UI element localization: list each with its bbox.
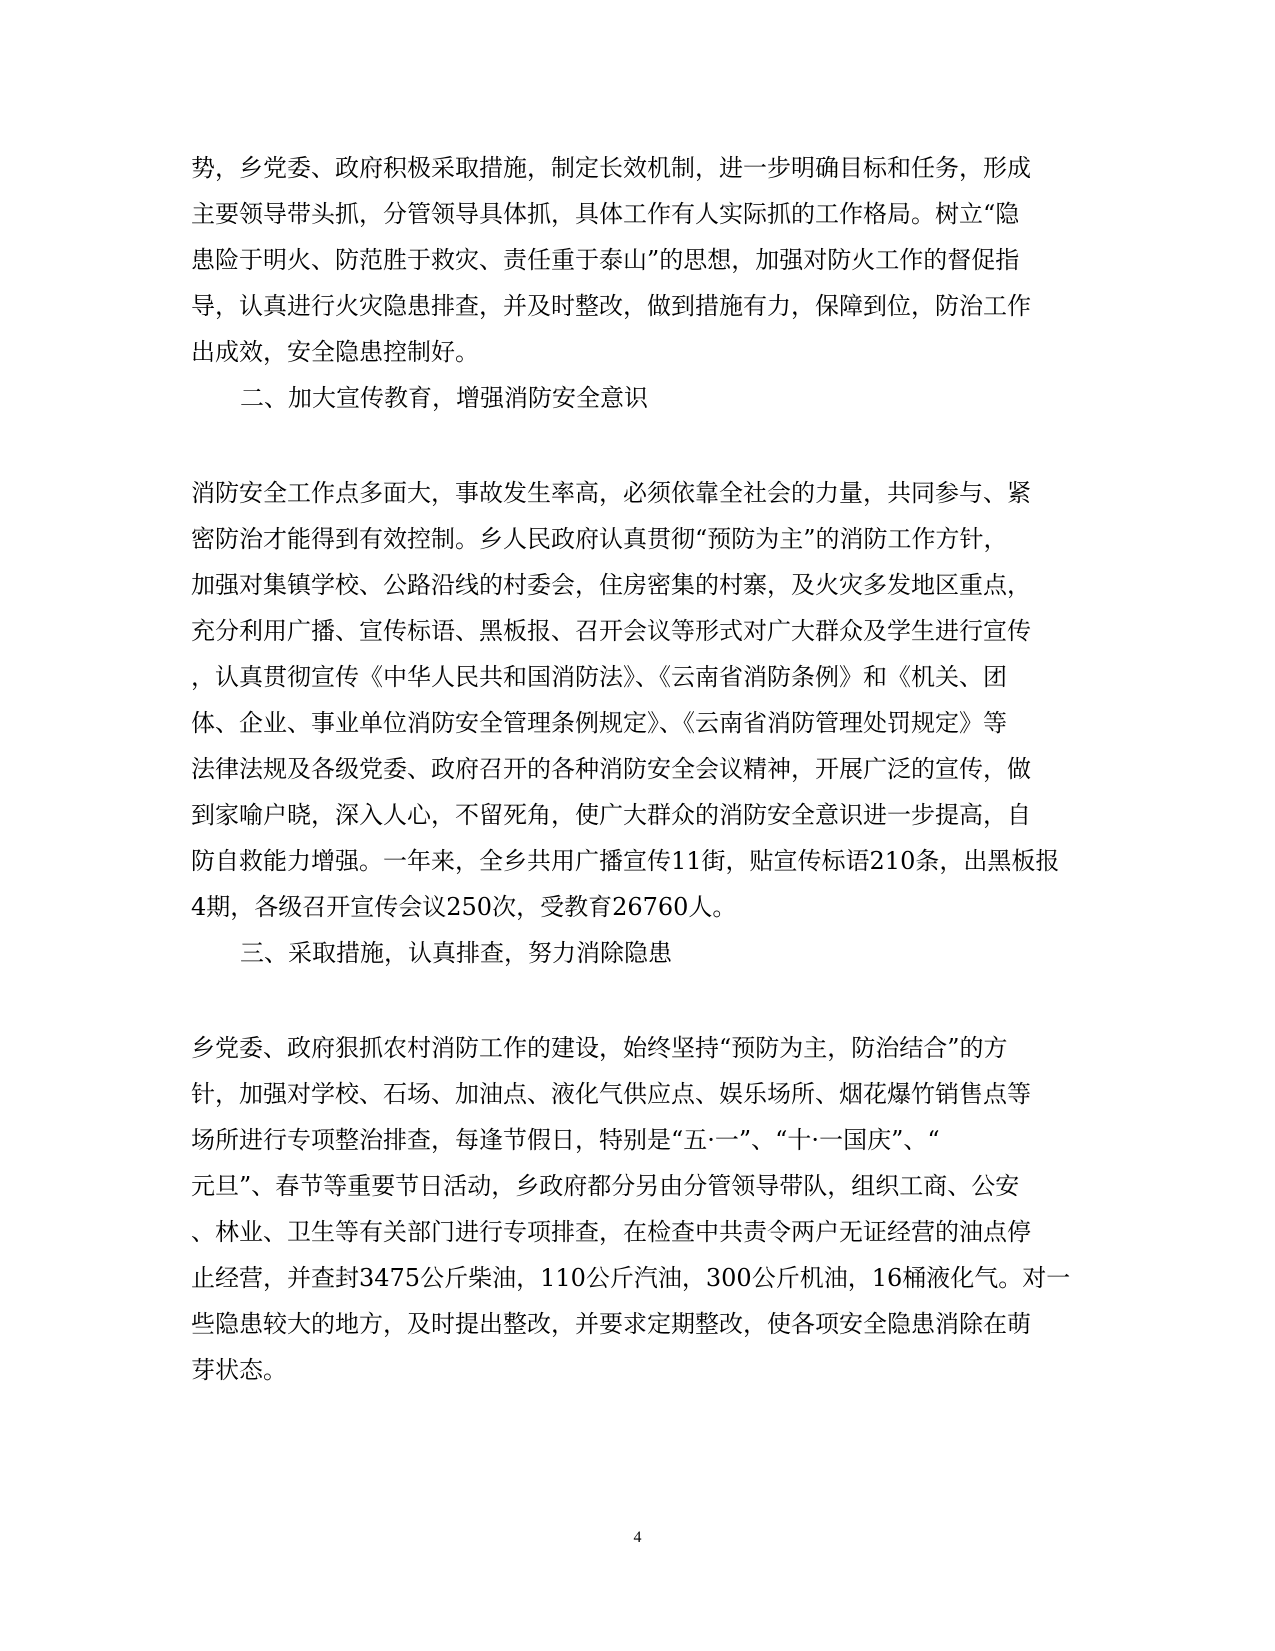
paragraph-line: ，认真贯彻宣传《中华人民共和国消防法》、《云南省消防条例》和《机关、团 <box>191 663 1007 691</box>
paragraph-line: 元旦”、春节等重要节日活动，乡政府都分另由分管领导带队，组织工商、公安 <box>191 1172 1020 1200</box>
paragraph-line: 充分利用广播、宣传标语、黑板报、召开会议等形式对广大群众及学生进行宣传 <box>191 617 1031 645</box>
paragraph-line: 加强对集镇学校、公路沿线的村委会，住房密集的村寨，及火灾多发地区重点， <box>191 571 1031 599</box>
paragraph-line: 针，加强对学校、石场、加油点、液化气供应点、娱乐场所、烟花爆竹销售点等 <box>191 1080 1031 1108</box>
paragraph-line: 法律法规及各级党委、政府召开的各种消防安全会议精神，开展广泛的宣传，做 <box>191 755 1031 783</box>
paragraph-line: 患险于明火、防范胜于救灾、责任重于泰山”的思想，加强对防火工作的督促指 <box>191 246 1020 274</box>
paragraph-line: 密防治才能得到有效控制。乡人民政府认真贯彻“预防为主”的消防工作方针， <box>191 525 1008 553</box>
paragraph-line: 到家喻户晓，深入人心，不留死角，使广大群众的消防安全意识进一步提高，自 <box>191 801 1031 829</box>
section-heading: 二、加大宣传教育，增强消防安全意识 <box>240 384 648 412</box>
paragraph-line: 止经营，并查封3475公斤柴油，110公斤汽油，300公斤机油，16桶液化气。对一 <box>191 1264 1071 1292</box>
paragraph-line: 乡党委、政府狠抓农村消防工作的建设，始终坚持“预防为主，防治结合”的方 <box>191 1034 1008 1062</box>
paragraph-line: 些隐患较大的地方，及时提出整改，并要求定期整改，使各项安全隐患消除在萌 <box>191 1310 1031 1338</box>
page-number: 4 <box>633 1529 642 1546</box>
paragraph-line: 芽状态。 <box>191 1356 287 1384</box>
paragraph-line: 防自救能力增强。一年来，全乡共用广播宣传11街，贴宣传标语210条，出黑板报 <box>191 847 1060 875</box>
section-heading: 三、采取措施，认真排查，努力消除隐患 <box>240 939 672 967</box>
paragraph-line: 体、企业、事业单位消防安全管理条例规定》、《云南省消防管理处罚规定》等 <box>191 709 1007 737</box>
paragraph-line: 消防安全工作点多面大，事故发生率高，必须依靠全社会的力量，共同参与、紧 <box>191 479 1031 507</box>
paragraph-line: 4期，各级召开宣传会议250次，受教育26760人。 <box>191 893 737 921</box>
paragraph-line: 场所进行专项整治排查，每逢节假日，特别是“五·一”、“十·一国庆”、“ <box>191 1126 940 1154</box>
paragraph-line: 主要领导带头抓，分管领导具体抓，具体工作有人实际抓的工作格局。树立“隐 <box>191 200 1020 228</box>
paragraph-line: 势，乡党委、政府积极采取措施，制定长效机制，进一步明确目标和任务，形成 <box>191 154 1031 182</box>
paragraph-line: 导，认真进行火灾隐患排查，并及时整改，做到措施有力，保障到位，防治工作 <box>191 292 1031 320</box>
paragraph-line: 、林业、卫生等有关部门进行专项排查，在检查中共责令两户无证经营的油点停 <box>191 1218 1031 1246</box>
paragraph-line: 出成效，安全隐患控制好。 <box>191 338 479 366</box>
